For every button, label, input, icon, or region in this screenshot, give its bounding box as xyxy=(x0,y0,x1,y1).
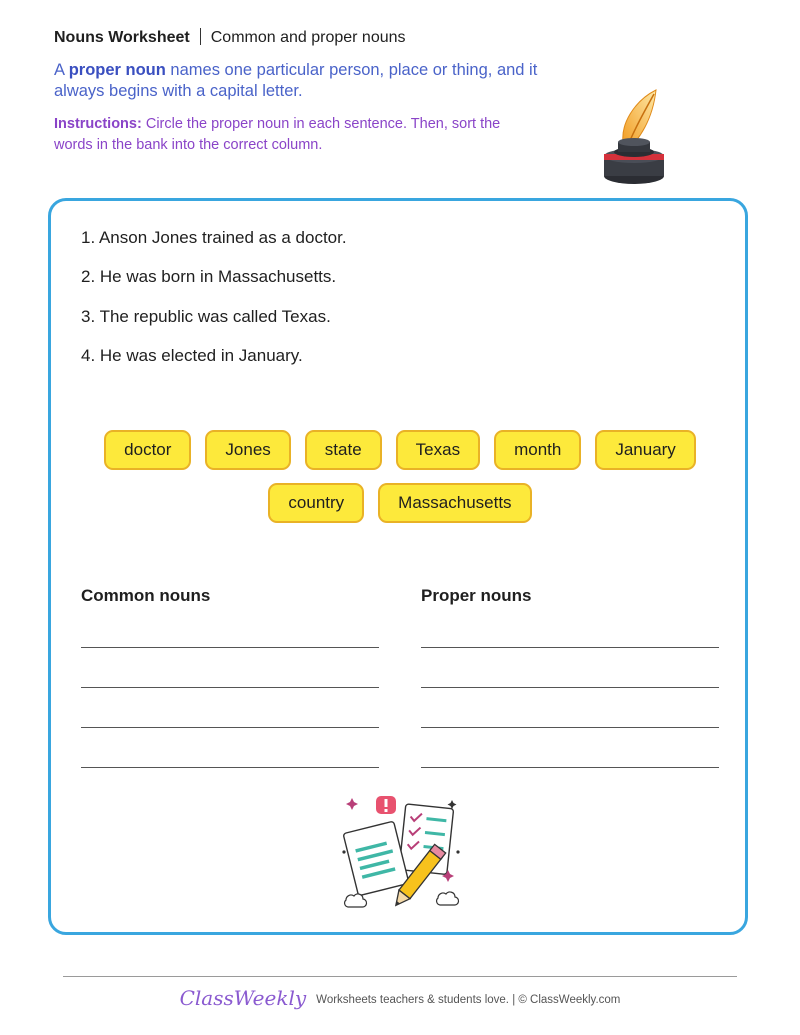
proper-nouns-heading: Proper nouns xyxy=(421,586,532,605)
proper-nouns-answer-lines xyxy=(421,647,719,807)
instructions-text xyxy=(54,114,524,156)
footer-tagline: Worksheets teachers & students love. | © ClassWeekly.com xyxy=(316,994,621,1006)
answer-line[interactable] xyxy=(421,727,719,728)
common-nouns-answer-lines xyxy=(81,647,379,807)
word-chip-country[interactable]: country xyxy=(268,483,364,523)
answer-line[interactable] xyxy=(421,647,719,648)
answer-line[interactable] xyxy=(81,647,379,648)
word-chip-january[interactable]: January xyxy=(595,430,695,470)
word-bank-row-2 xyxy=(60,483,740,523)
answer-line[interactable] xyxy=(81,767,379,768)
word-chip-month[interactable]: month xyxy=(494,430,581,470)
quill-inkwell-icon xyxy=(598,86,670,188)
answer-line[interactable] xyxy=(81,727,379,728)
definition-prefix: A xyxy=(54,61,69,79)
word-chip-state[interactable]: state xyxy=(305,430,382,470)
classweekly-logo[interactable]: ClassWeekly xyxy=(179,986,307,1010)
header-divider xyxy=(200,28,201,45)
footer-divider xyxy=(63,976,737,977)
worksheet-title: Nouns Worksheet xyxy=(54,29,190,46)
word-chip-doctor[interactable]: doctor xyxy=(104,430,191,470)
instructions-body: Circle the proper noun in each sentence. Then, sort the words in the bank into the correct column. xyxy=(54,116,501,153)
answer-line[interactable] xyxy=(81,687,379,688)
sentence-3[interactable]: 3. The republic was called Texas. xyxy=(81,306,331,326)
sentence-list xyxy=(81,227,347,384)
word-chip-massachusetts[interactable]: Massachusetts xyxy=(378,483,531,523)
worksheet-header xyxy=(54,28,406,47)
answer-line[interactable] xyxy=(421,767,719,768)
definition-term: proper noun xyxy=(68,61,166,79)
word-chip-jones[interactable]: Jones xyxy=(205,430,290,470)
word-bank-row-1 xyxy=(60,430,740,470)
worksheet-subtitle: Common and proper nouns xyxy=(210,29,406,46)
footer xyxy=(0,986,800,1010)
sentence-2[interactable]: 2. He was born in Massachusetts. xyxy=(81,267,337,287)
instructions-label: Instructions: xyxy=(54,116,142,132)
worksheet-checklist-illustration xyxy=(340,792,464,914)
common-nouns-heading: Common nouns xyxy=(81,586,211,605)
sentence-1[interactable]: 1. Anson Jones trained as a doctor. xyxy=(81,228,347,247)
word-bank xyxy=(60,430,740,536)
word-chip-texas[interactable]: Texas xyxy=(396,430,480,470)
sentence-4[interactable]: 4. He was elected in January. xyxy=(81,345,303,365)
definition-rest: names one particular person, place or thing, and it always begins with a capital letter. xyxy=(54,61,538,100)
answer-line[interactable] xyxy=(421,687,719,688)
definition-text xyxy=(54,60,574,102)
